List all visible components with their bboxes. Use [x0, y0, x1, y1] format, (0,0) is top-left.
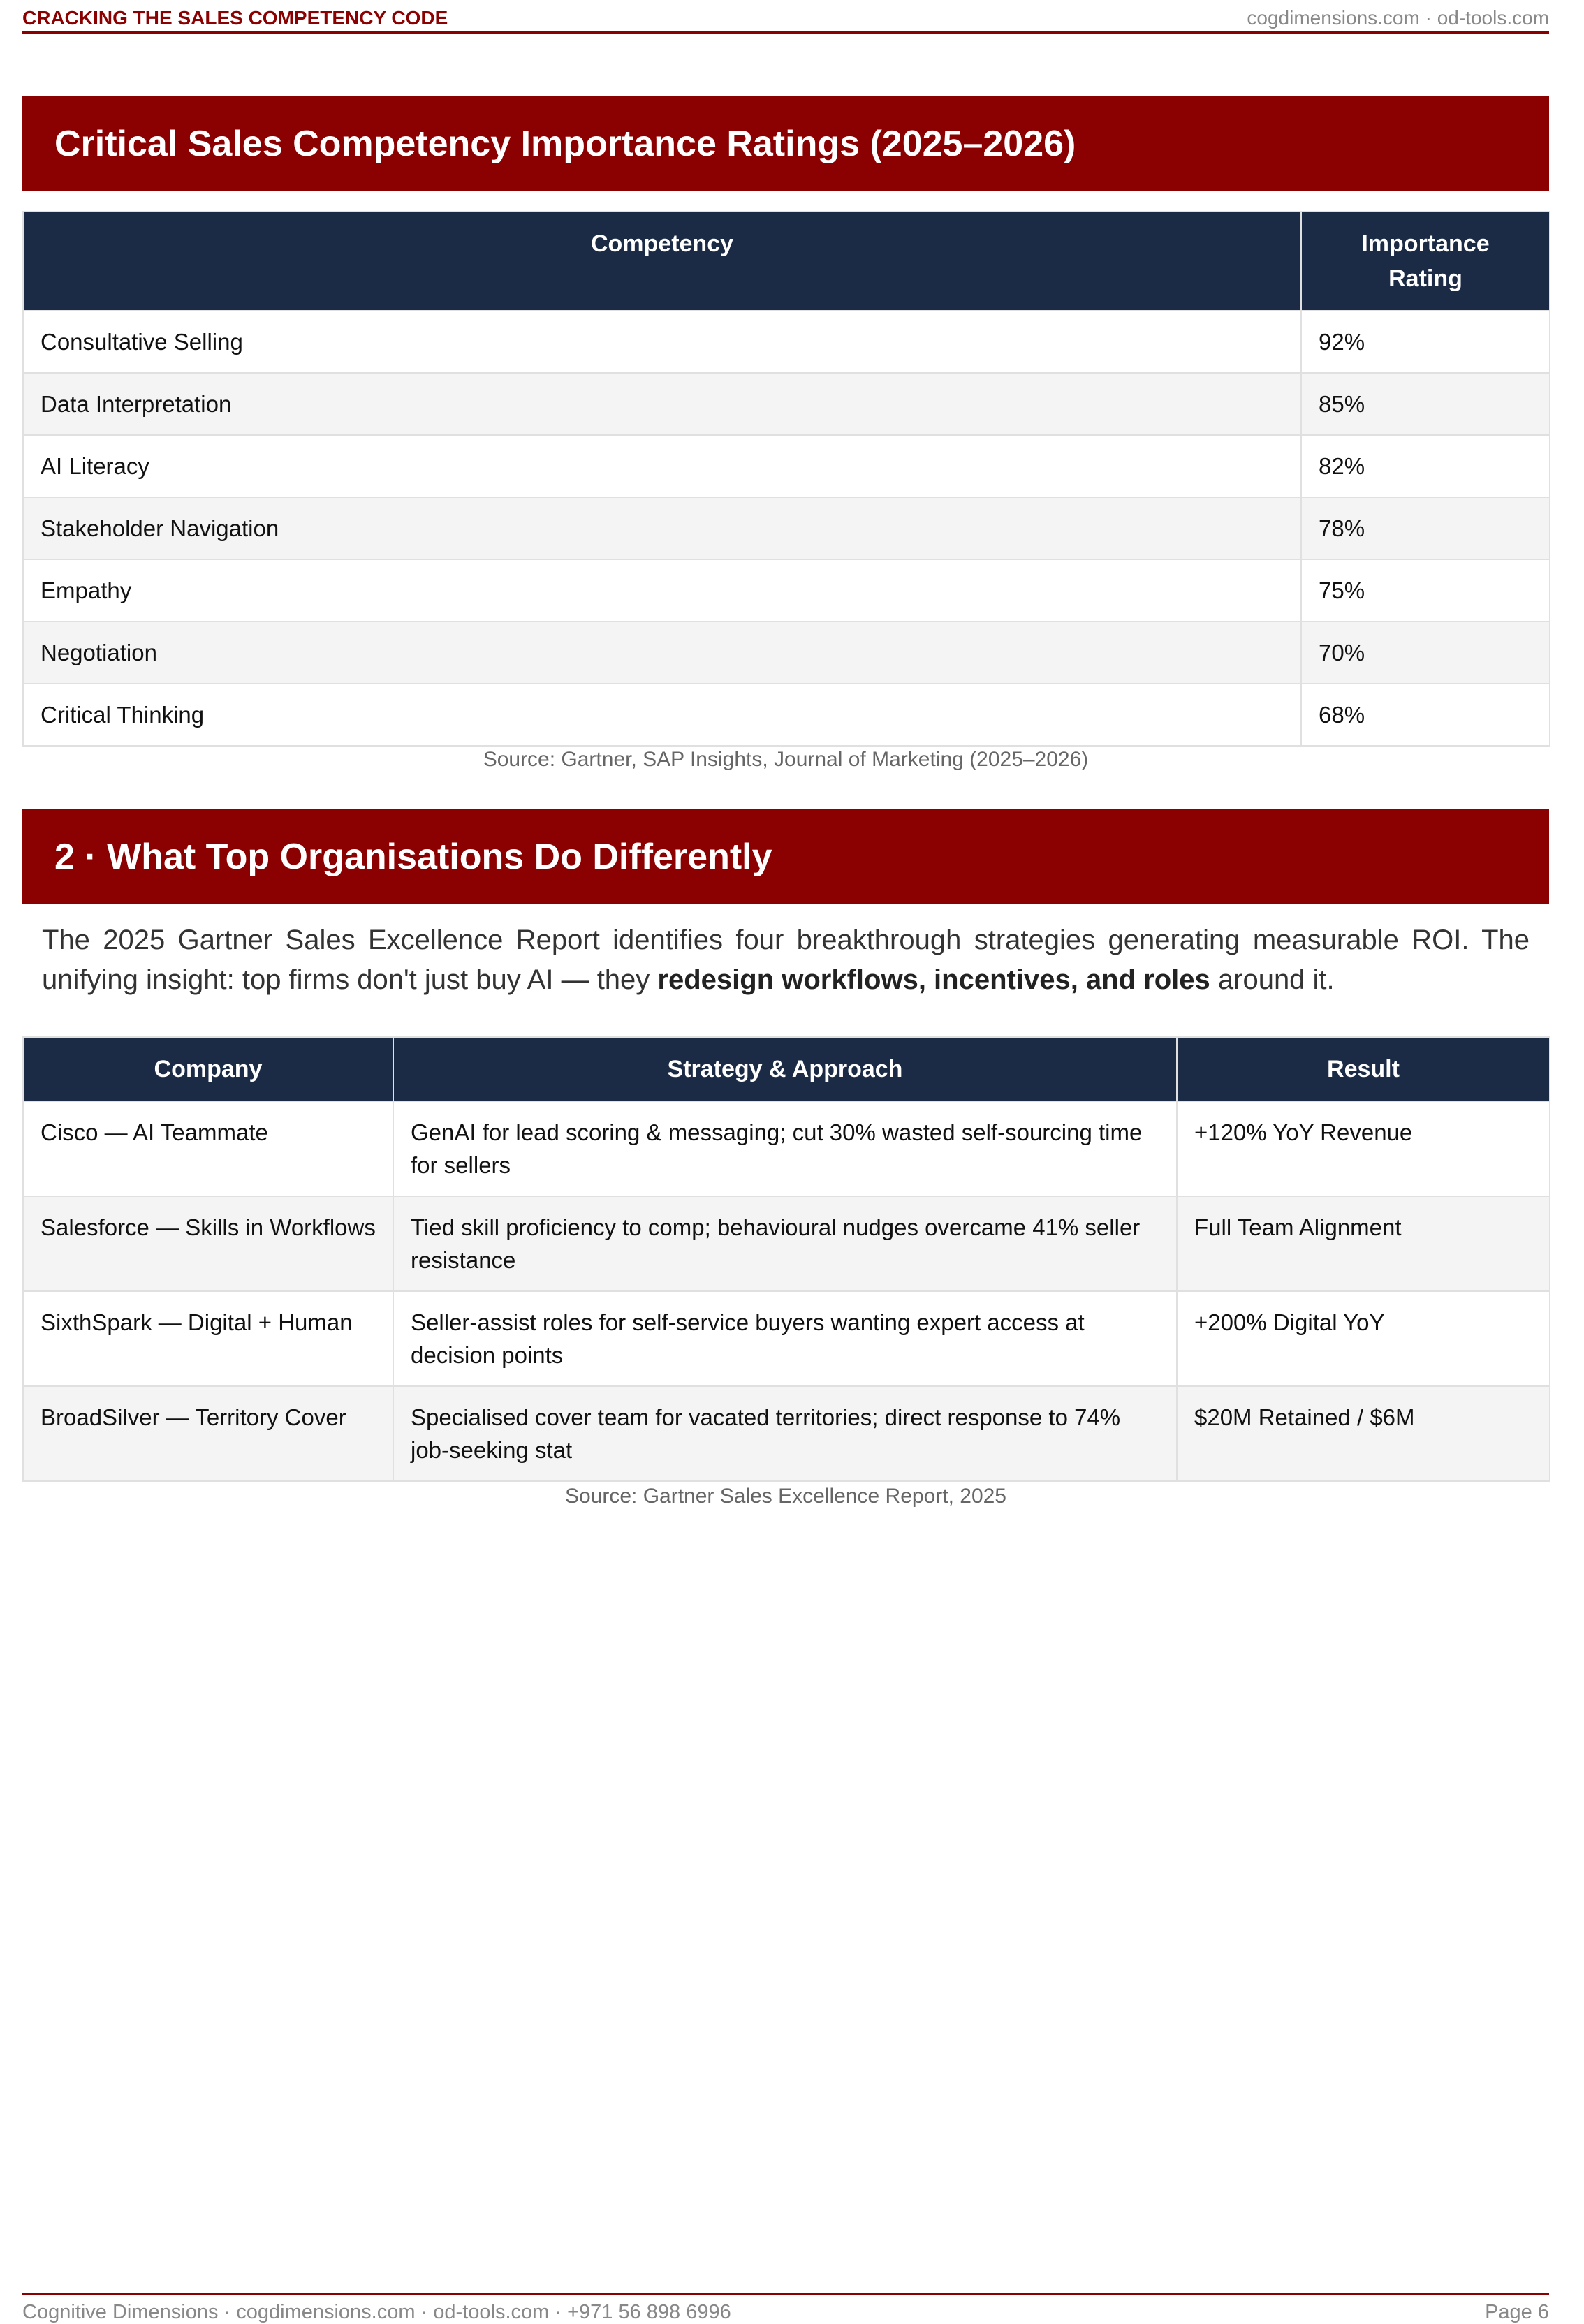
section1-source-note: Source: Gartner, SAP Insights, Journal of Marketing (2025–2026): [483, 748, 1089, 771]
intro-emphasis: redesign workflows, incentives, and roles: [657, 964, 1210, 995]
section2-title-banner: [22, 809, 1549, 904]
rating-cell: 85%: [1301, 373, 1550, 435]
result-cell: +120% YoY Revenue: [1177, 1101, 1550, 1196]
column-header-company: Company: [23, 1037, 393, 1101]
competency-ratings-table: [22, 211, 1550, 747]
column-header-result: Result: [1177, 1037, 1550, 1101]
header-sites[interactable]: cogdimensions.com · od-tools.com: [1247, 7, 1549, 29]
competency-cell: Data Interpretation: [23, 373, 1301, 435]
table-row: [23, 311, 1550, 373]
competency-cell: Stakeholder Navigation: [23, 497, 1301, 559]
strategy-cell: Specialised cover team for vacated territories; direct response to 74% job-seeking stat: [393, 1386, 1177, 1481]
table-row: [23, 559, 1550, 622]
top-organisations-table: [22, 1036, 1550, 1482]
intro-text-end: around it.: [1210, 964, 1335, 995]
footer-contacts: Cognitive Dimensions · cogdimensions.com · od-tools.com · +971 56 898 6996: [22, 2301, 731, 2323]
competency-cell: Negotiation: [23, 622, 1301, 684]
competency-cell: Empathy: [23, 559, 1301, 622]
page-number: Page 6: [1485, 2301, 1549, 2323]
company-cell: SixthSpark — Digital + Human: [23, 1291, 393, 1386]
intro-text: The 2025 Gartner Sales Excellence Report identifies four breakthrough strategies generating measurable ROI. The unifying insight: top firms don't just buy AI — they: [42, 925, 1530, 995]
section2-source-note: Source: Gartner Sales Excellence Report, 2025: [564, 1485, 1006, 1508]
rating-cell: 82%: [1301, 435, 1550, 497]
rating-cell: 70%: [1301, 622, 1550, 684]
company-cell: Salesforce — Skills in Workflows: [23, 1196, 393, 1291]
rating-cell: 78%: [1301, 497, 1550, 559]
table-row: [23, 684, 1550, 746]
table-row: [23, 497, 1550, 559]
column-header-competency: Competency: [23, 212, 1301, 311]
table-row: [23, 1291, 1550, 1386]
competency-cell: Critical Thinking: [23, 684, 1301, 746]
section2-intro-paragraph: [42, 920, 1530, 1000]
table-row: [23, 622, 1550, 684]
result-cell: $20M Retained / $6M: [1177, 1386, 1550, 1481]
table-row: [23, 1101, 1550, 1196]
rating-cell: 68%: [1301, 684, 1550, 746]
table-row: [23, 435, 1550, 497]
rating-cell: 92%: [1301, 311, 1550, 373]
column-header-importance-rating: Importance Rating: [1301, 212, 1550, 311]
section2-title: 2 · What Top Organisations Do Differently: [54, 836, 772, 877]
page-header: [22, 6, 1549, 34]
table-row: [23, 373, 1550, 435]
page-footer: [22, 2293, 1549, 2323]
table-row: [23, 1386, 1550, 1481]
strategy-cell: Tied skill proficiency to comp; behavioural nudges overcame 41% seller resistance: [393, 1196, 1177, 1291]
column-header-strategy: Strategy & Approach: [393, 1037, 1177, 1101]
document-title: CRACKING THE SALES COMPETENCY CODE: [22, 7, 448, 29]
company-cell: Cisco — AI Teammate: [23, 1101, 393, 1196]
strategy-cell: GenAI for lead scoring & messaging; cut 30% wasted self-sourcing time for sellers: [393, 1101, 1177, 1196]
competency-cell: AI Literacy: [23, 435, 1301, 497]
result-cell: Full Team Alignment: [1177, 1196, 1550, 1291]
competency-cell: Consultative Selling: [23, 311, 1301, 373]
result-cell: +200% Digital YoY: [1177, 1291, 1550, 1386]
table-row: [23, 1196, 1550, 1291]
section1-title: Critical Sales Competency Importance Ratings (2025–2026): [54, 123, 1076, 164]
section1-title-banner: [22, 96, 1549, 191]
strategy-cell: Seller-assist roles for self-service buyers wanting expert access at decision points: [393, 1291, 1177, 1386]
company-cell: BroadSilver — Territory Cover: [23, 1386, 393, 1481]
rating-cell: 75%: [1301, 559, 1550, 622]
